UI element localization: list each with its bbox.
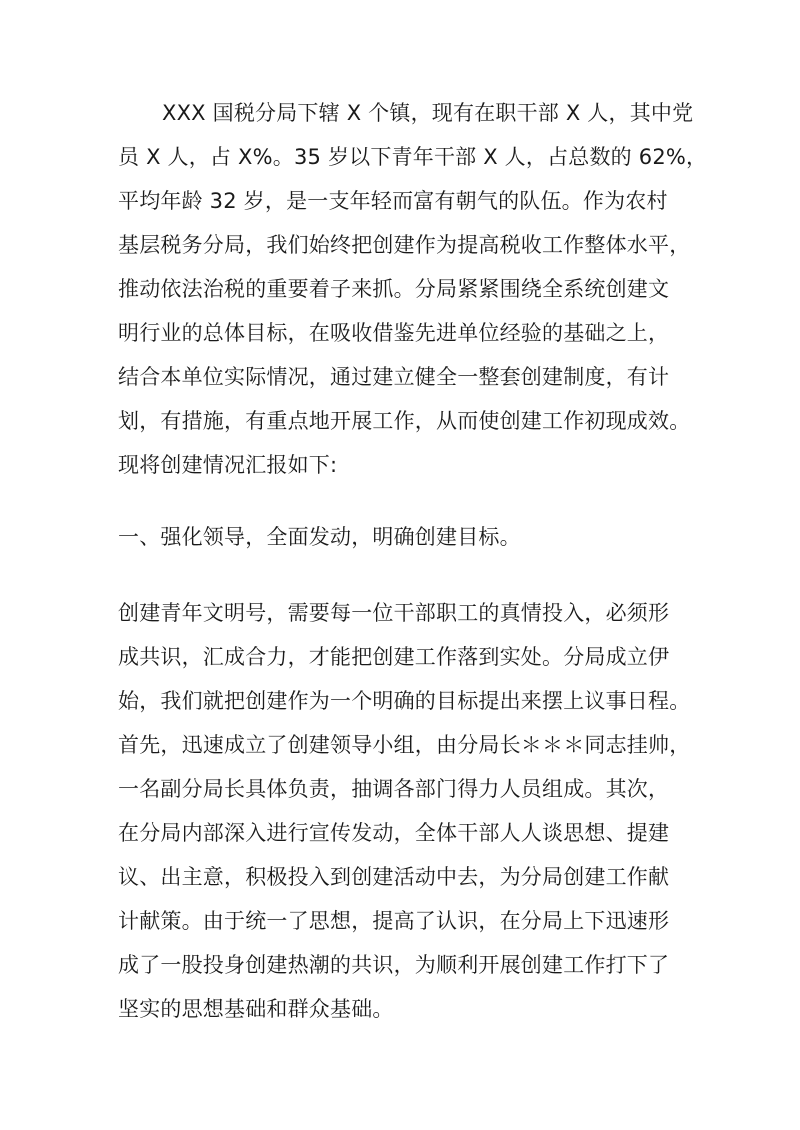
intro-line: 划，有措施，有重点地开展工作，从而使创建工作初现成效。 — [118, 409, 691, 433]
section-line: 成了一股投身创建热潮的共识，为顺利开展创建工作打下了 — [118, 953, 670, 977]
intro-line: 员 X 人，占 X%。35 岁以下青年干部 X 人，占总数的 62%， — [118, 145, 708, 169]
intro-line: 推动依法治税的重要着子来抓。分局紧紧围绕全系统创建文 — [118, 277, 670, 301]
section-heading: 一、强化领导，全面发动，明确创建目标。 — [118, 525, 521, 549]
section-line: 成共识，汇成合力，才能把创建工作落到实处。分局成立伊 — [118, 645, 670, 669]
section-line: 首先，迅速成立了创建领导小组，由分局长＊＊＊同志挂帅， — [118, 733, 691, 757]
section-line: 坚实的思想基础和群众基础。 — [118, 997, 394, 1021]
intro-line: 基层税务分局，我们始终把创建作为提高税收工作整体水平， — [118, 233, 691, 257]
intro-line: 结合本单位实际情况，通过建立健全一整套创建制度，有计 — [118, 365, 670, 389]
intro-line: XXX 国税分局下辖 X 个镇，现有在职干部 X 人，其中党 — [162, 101, 694, 125]
section-line: 一名副分局长具体负责，抽调各部门得力人员组成。其次， — [118, 777, 670, 801]
section-line: 在分局内部深入进行宣传发动，全体干部人人谈思想、提建 — [118, 821, 670, 845]
intro-line: 明行业的总体目标，在吸收借鉴先进单位经验的基础之上， — [118, 321, 670, 345]
intro-line: 平均年龄 32 岁，是一支年轻而富有朝气的队伍。作为农村 — [118, 189, 668, 213]
section-line: 议、出主意，积极投入到创建活动中去，为分局创建工作献 — [118, 865, 670, 889]
section-line: 始，我们就把创建作为一个明确的目标提出来摆上议事日程。 — [118, 689, 691, 713]
intro-line: 现将创建情况汇报如下: — [118, 453, 338, 477]
section-line: 创建青年文明号，需要每一位干部职工的真情投入，必须形 — [118, 601, 670, 625]
section-line: 计献策。由于统一了思想，提高了认识，在分局上下迅速形 — [118, 909, 670, 933]
